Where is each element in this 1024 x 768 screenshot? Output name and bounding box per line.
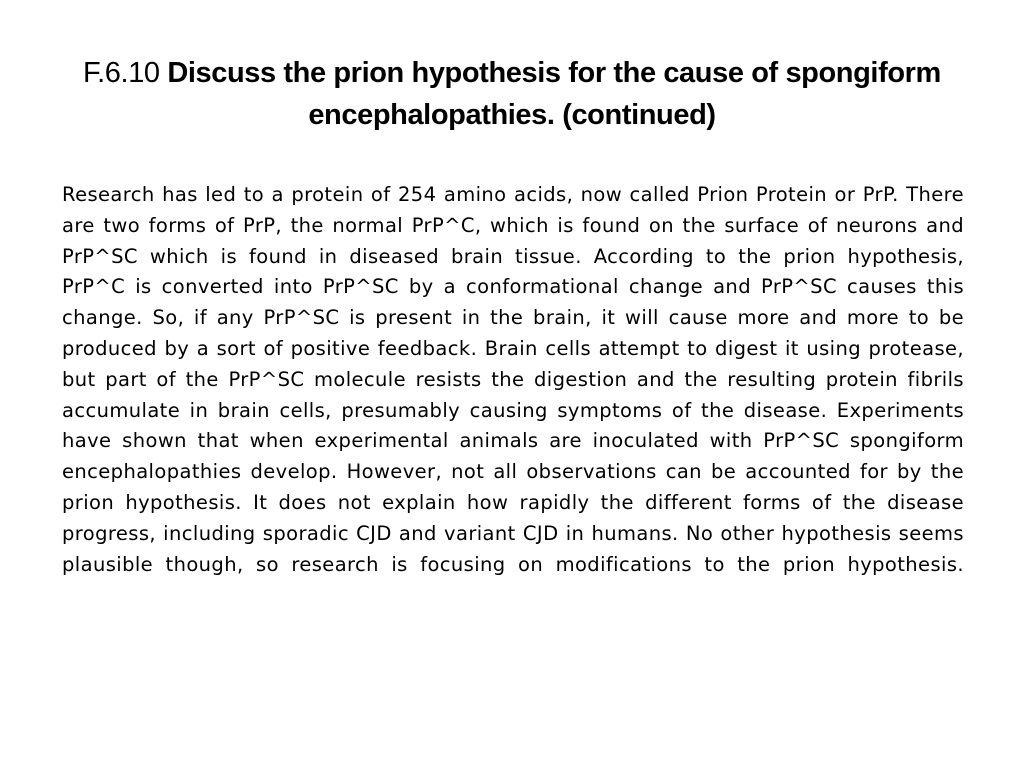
slide-title [60,52,964,136]
title-prefix: F.6.10 [83,57,160,89]
title-text: Discuss the prion hypothesis for the cause of spongiform encephalopathies. (continued) [167,57,941,131]
slide-body-text: Research has led to a protein of 254 amino acids, now called Prion Protein or PrP. There are two forms of PrP, the normal PrP^C, which is found on the surface of neurons and PrP^SC which is found in diseased brain tissue. According to the prion hypothesis, PrP^C is converted into PrP^SC by a conformational change and PrP^SC causes this change. So, if any PrP^SC is present in the brain, it will cause more and more to be produced by a sort of positive feedback. Brain cells attempt to digest it using protease, but part of the PrP^SC molecule resists the digestion and the resulting protein fibrils accumulate in brain cells, presumably causing symptoms of the disease. Experiments have shown that when experimental animals are inoculated with PrP^SC spongiform encephalopathies develop. However, not all observations can be accounted for by the prion hypothesis. It does not explain how rapidly the different forms of the disease progress, including sporadic CJD and variant CJD in humans. No other hypothesis seems plausible though, so research is focusing on modifications to the prion hypothesis. [62,183,964,576]
